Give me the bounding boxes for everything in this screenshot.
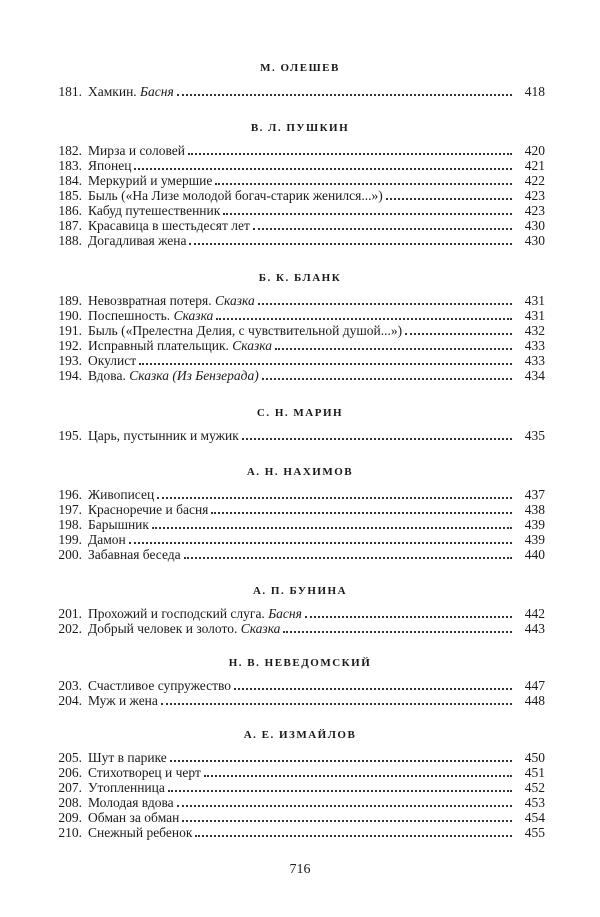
dot-leader xyxy=(188,153,512,155)
toc-entry xyxy=(55,810,545,825)
entry-title: Снежный ребенок xyxy=(88,825,193,840)
dot-leader xyxy=(129,542,512,544)
entry-number: 199. xyxy=(58,532,82,547)
entry-number: 202. xyxy=(58,621,82,636)
entry-number: 194. xyxy=(58,368,82,383)
dot-leader xyxy=(386,198,512,200)
entry-title xyxy=(88,293,255,308)
entry-page: 433 xyxy=(524,338,545,353)
dot-leader xyxy=(258,303,512,305)
author-heading: Н. В. НЕВЕДОМСКИЙ xyxy=(228,657,372,669)
entry-page: 432 xyxy=(524,323,545,338)
entry-title xyxy=(88,606,302,621)
toc-entry xyxy=(55,218,545,233)
entry-page: 433 xyxy=(524,353,545,368)
entry-number: 181. xyxy=(58,84,82,99)
entry-title: Шут в парике xyxy=(88,750,167,765)
entry-number: 184. xyxy=(58,173,82,188)
entry-number: 203. xyxy=(58,678,82,693)
entry-title: Красноречие и басня xyxy=(88,502,209,517)
dot-leader xyxy=(215,183,512,185)
entry-page: 420 xyxy=(524,143,545,158)
toc-entry xyxy=(55,353,545,368)
entry-page: 435 xyxy=(524,428,545,443)
dot-leader xyxy=(204,775,512,777)
toc-entry xyxy=(55,532,545,547)
dot-leader xyxy=(211,512,512,514)
page-number: 716 xyxy=(289,862,311,877)
entry-genre: Сказка (Из Бензерада) xyxy=(129,368,259,383)
toc-entry xyxy=(55,606,545,621)
entry-genre: Басня xyxy=(140,84,174,99)
entry-title: Молодая вдова xyxy=(88,795,174,810)
entry-number: 182. xyxy=(58,143,82,158)
entry-number: 206. xyxy=(58,765,82,780)
entry-page: 455 xyxy=(524,825,545,840)
toc-entry xyxy=(55,487,545,502)
entry-number: 186. xyxy=(58,203,82,218)
author-heading: А. Н. НАХИМОВ xyxy=(246,466,354,478)
entry-title xyxy=(88,338,272,353)
entry-title-text: Хамкин. xyxy=(88,84,137,99)
entry-page: 440 xyxy=(524,547,545,562)
entry-number: 205. xyxy=(58,750,82,765)
entry-number: 189. xyxy=(58,293,82,308)
entry-title: Мирза и соловей xyxy=(88,143,186,158)
entry-title: Стихотворец и черт xyxy=(88,765,201,780)
dot-leader xyxy=(253,228,512,230)
entry-page: 422 xyxy=(524,173,545,188)
author-heading: Б. К. БЛАНК xyxy=(258,272,342,284)
entry-title: Догадливая жена xyxy=(88,233,187,248)
entry-number: 188. xyxy=(58,233,82,248)
entry-title: Барышник xyxy=(88,517,149,532)
toc-entry xyxy=(55,795,545,810)
entry-title xyxy=(88,84,174,99)
entry-number: 201. xyxy=(58,606,82,621)
entry-number: 209. xyxy=(58,810,82,825)
dot-leader xyxy=(234,688,512,690)
entry-number: 196. xyxy=(58,487,82,502)
dot-leader xyxy=(161,703,512,705)
author-heading: С. Н. МАРИН xyxy=(256,407,344,419)
dot-leader xyxy=(139,363,512,365)
entry-page: 431 xyxy=(524,293,545,308)
toc-entry xyxy=(55,84,545,99)
entry-genre: Сказка xyxy=(173,308,214,323)
toc-entry xyxy=(55,323,545,338)
dot-leader xyxy=(223,213,512,215)
toc-entry xyxy=(55,693,545,708)
toc-entry xyxy=(55,158,545,173)
entry-page: 430 xyxy=(524,233,545,248)
entry-page: 451 xyxy=(524,765,545,780)
entry-title: Красавица в шестьдесят лет xyxy=(88,218,250,233)
entry-number: 190. xyxy=(58,308,82,323)
entry-title-text: Исправный плательщик. xyxy=(88,338,229,353)
entry-page: 438 xyxy=(524,502,545,517)
entry-page: 439 xyxy=(524,517,545,532)
entry-number: 208. xyxy=(58,795,82,810)
dot-leader xyxy=(405,333,512,335)
toc-entry xyxy=(55,203,545,218)
entry-genre: Сказка xyxy=(232,338,273,353)
toc-entry xyxy=(55,308,545,323)
entry-number: 192. xyxy=(58,338,82,353)
entry-title-text: Прохожий и господский слуга. xyxy=(88,606,265,621)
entry-page: 454 xyxy=(524,810,545,825)
entry-page: 423 xyxy=(524,203,545,218)
entry-title: Кабуд путешественник xyxy=(88,203,221,218)
entry-number: 187. xyxy=(58,218,82,233)
entry-number: 198. xyxy=(58,517,82,532)
dot-leader xyxy=(275,348,512,350)
entry-number: 204. xyxy=(58,693,82,708)
entry-title: Меркурий и умершие xyxy=(88,173,213,188)
dot-leader xyxy=(283,631,512,633)
entry-title: Окулист xyxy=(88,353,137,368)
author-heading: А. Е. ИЗМАЙЛОВ xyxy=(243,729,357,741)
author-heading: А. П. БУНИНА xyxy=(252,585,348,597)
entry-title-text: Невозвратная потеря. xyxy=(88,293,212,308)
dot-leader xyxy=(152,527,512,529)
toc-entry xyxy=(55,678,545,693)
entry-genre: Басня xyxy=(268,606,302,621)
dot-leader xyxy=(157,497,512,499)
toc-entry xyxy=(55,338,545,353)
toc-entry xyxy=(55,502,545,517)
entry-number: 200. xyxy=(58,547,82,562)
entry-title: Муж и жена xyxy=(88,693,158,708)
dot-leader xyxy=(182,820,512,822)
entry-number: 197. xyxy=(58,502,82,517)
entry-page: 437 xyxy=(524,487,545,502)
dot-leader xyxy=(168,790,512,792)
dot-leader xyxy=(305,616,512,618)
entry-page: 442 xyxy=(524,606,545,621)
entry-page: 434 xyxy=(524,368,545,383)
entry-title xyxy=(88,621,280,636)
entry-page: 423 xyxy=(524,188,545,203)
entry-page: 418 xyxy=(524,84,545,99)
toc-entry xyxy=(55,173,545,188)
entry-page: 450 xyxy=(524,750,545,765)
entry-page: 452 xyxy=(524,780,545,795)
toc-entry xyxy=(55,233,545,248)
entry-number: 191. xyxy=(58,323,82,338)
dot-leader xyxy=(177,94,512,96)
entry-page: 443 xyxy=(524,621,545,636)
entry-number: 183. xyxy=(58,158,82,173)
toc-entry xyxy=(55,517,545,532)
toc-entry xyxy=(55,780,545,795)
toc-entry xyxy=(55,428,545,443)
entry-page: 421 xyxy=(524,158,545,173)
entry-title-text: Поспешность. xyxy=(88,308,171,323)
dot-leader xyxy=(262,378,512,380)
toc-entry xyxy=(55,825,545,840)
entry-page: 447 xyxy=(524,678,545,693)
entry-number: 193. xyxy=(58,353,82,368)
dot-leader xyxy=(195,835,512,837)
toc-entry xyxy=(55,368,545,383)
entry-page: 430 xyxy=(524,218,545,233)
entry-title-text: Добрый человек и золото. xyxy=(88,621,238,636)
entry-title: Царь, пустынник и мужик xyxy=(88,428,239,443)
toc-entry xyxy=(55,293,545,308)
toc-entry xyxy=(55,143,545,158)
dot-leader xyxy=(170,760,512,762)
entry-title xyxy=(88,368,259,383)
entry-number: 185. xyxy=(58,188,82,203)
toc-entry xyxy=(55,750,545,765)
entry-title: Японец xyxy=(88,158,132,173)
entry-page: 431 xyxy=(524,308,545,323)
entry-title: Обман за обман xyxy=(88,810,180,825)
author-heading: В. Л. ПУШКИН xyxy=(250,122,350,134)
entry-title: Быль («На Лизе молодой богач-старик женился...») xyxy=(88,188,383,203)
entry-title: Дамон xyxy=(88,532,126,547)
entry-page: 453 xyxy=(524,795,545,810)
entry-title: Быль («Прелестна Делия, с чувствительной душой...») xyxy=(88,323,403,338)
entry-title: Счастливое супружество xyxy=(88,678,232,693)
entry-number: 210. xyxy=(58,825,82,840)
entry-page: 448 xyxy=(524,693,545,708)
entry-title: Утопленница xyxy=(88,780,165,795)
entry-genre: Сказка xyxy=(214,293,255,308)
toc-entry xyxy=(55,621,545,636)
toc-entry xyxy=(55,188,545,203)
dot-leader xyxy=(184,557,512,559)
dot-leader xyxy=(189,243,512,245)
dot-leader xyxy=(177,805,512,807)
dot-leader xyxy=(134,168,512,170)
entry-genre: Сказка xyxy=(240,621,281,636)
toc-entry xyxy=(55,547,545,562)
entry-page: 439 xyxy=(524,532,545,547)
dot-leader xyxy=(216,318,512,320)
entry-title: Живописец xyxy=(88,487,155,502)
entry-number: 195. xyxy=(58,428,82,443)
entry-title xyxy=(88,308,213,323)
author-heading: М. ОЛЕШЕВ xyxy=(260,62,340,74)
entry-title: Забавная беседа xyxy=(88,547,181,562)
entry-number: 207. xyxy=(58,780,82,795)
dot-leader xyxy=(242,438,512,440)
entry-title-text: Вдова. xyxy=(88,368,126,383)
toc-entry xyxy=(55,765,545,780)
